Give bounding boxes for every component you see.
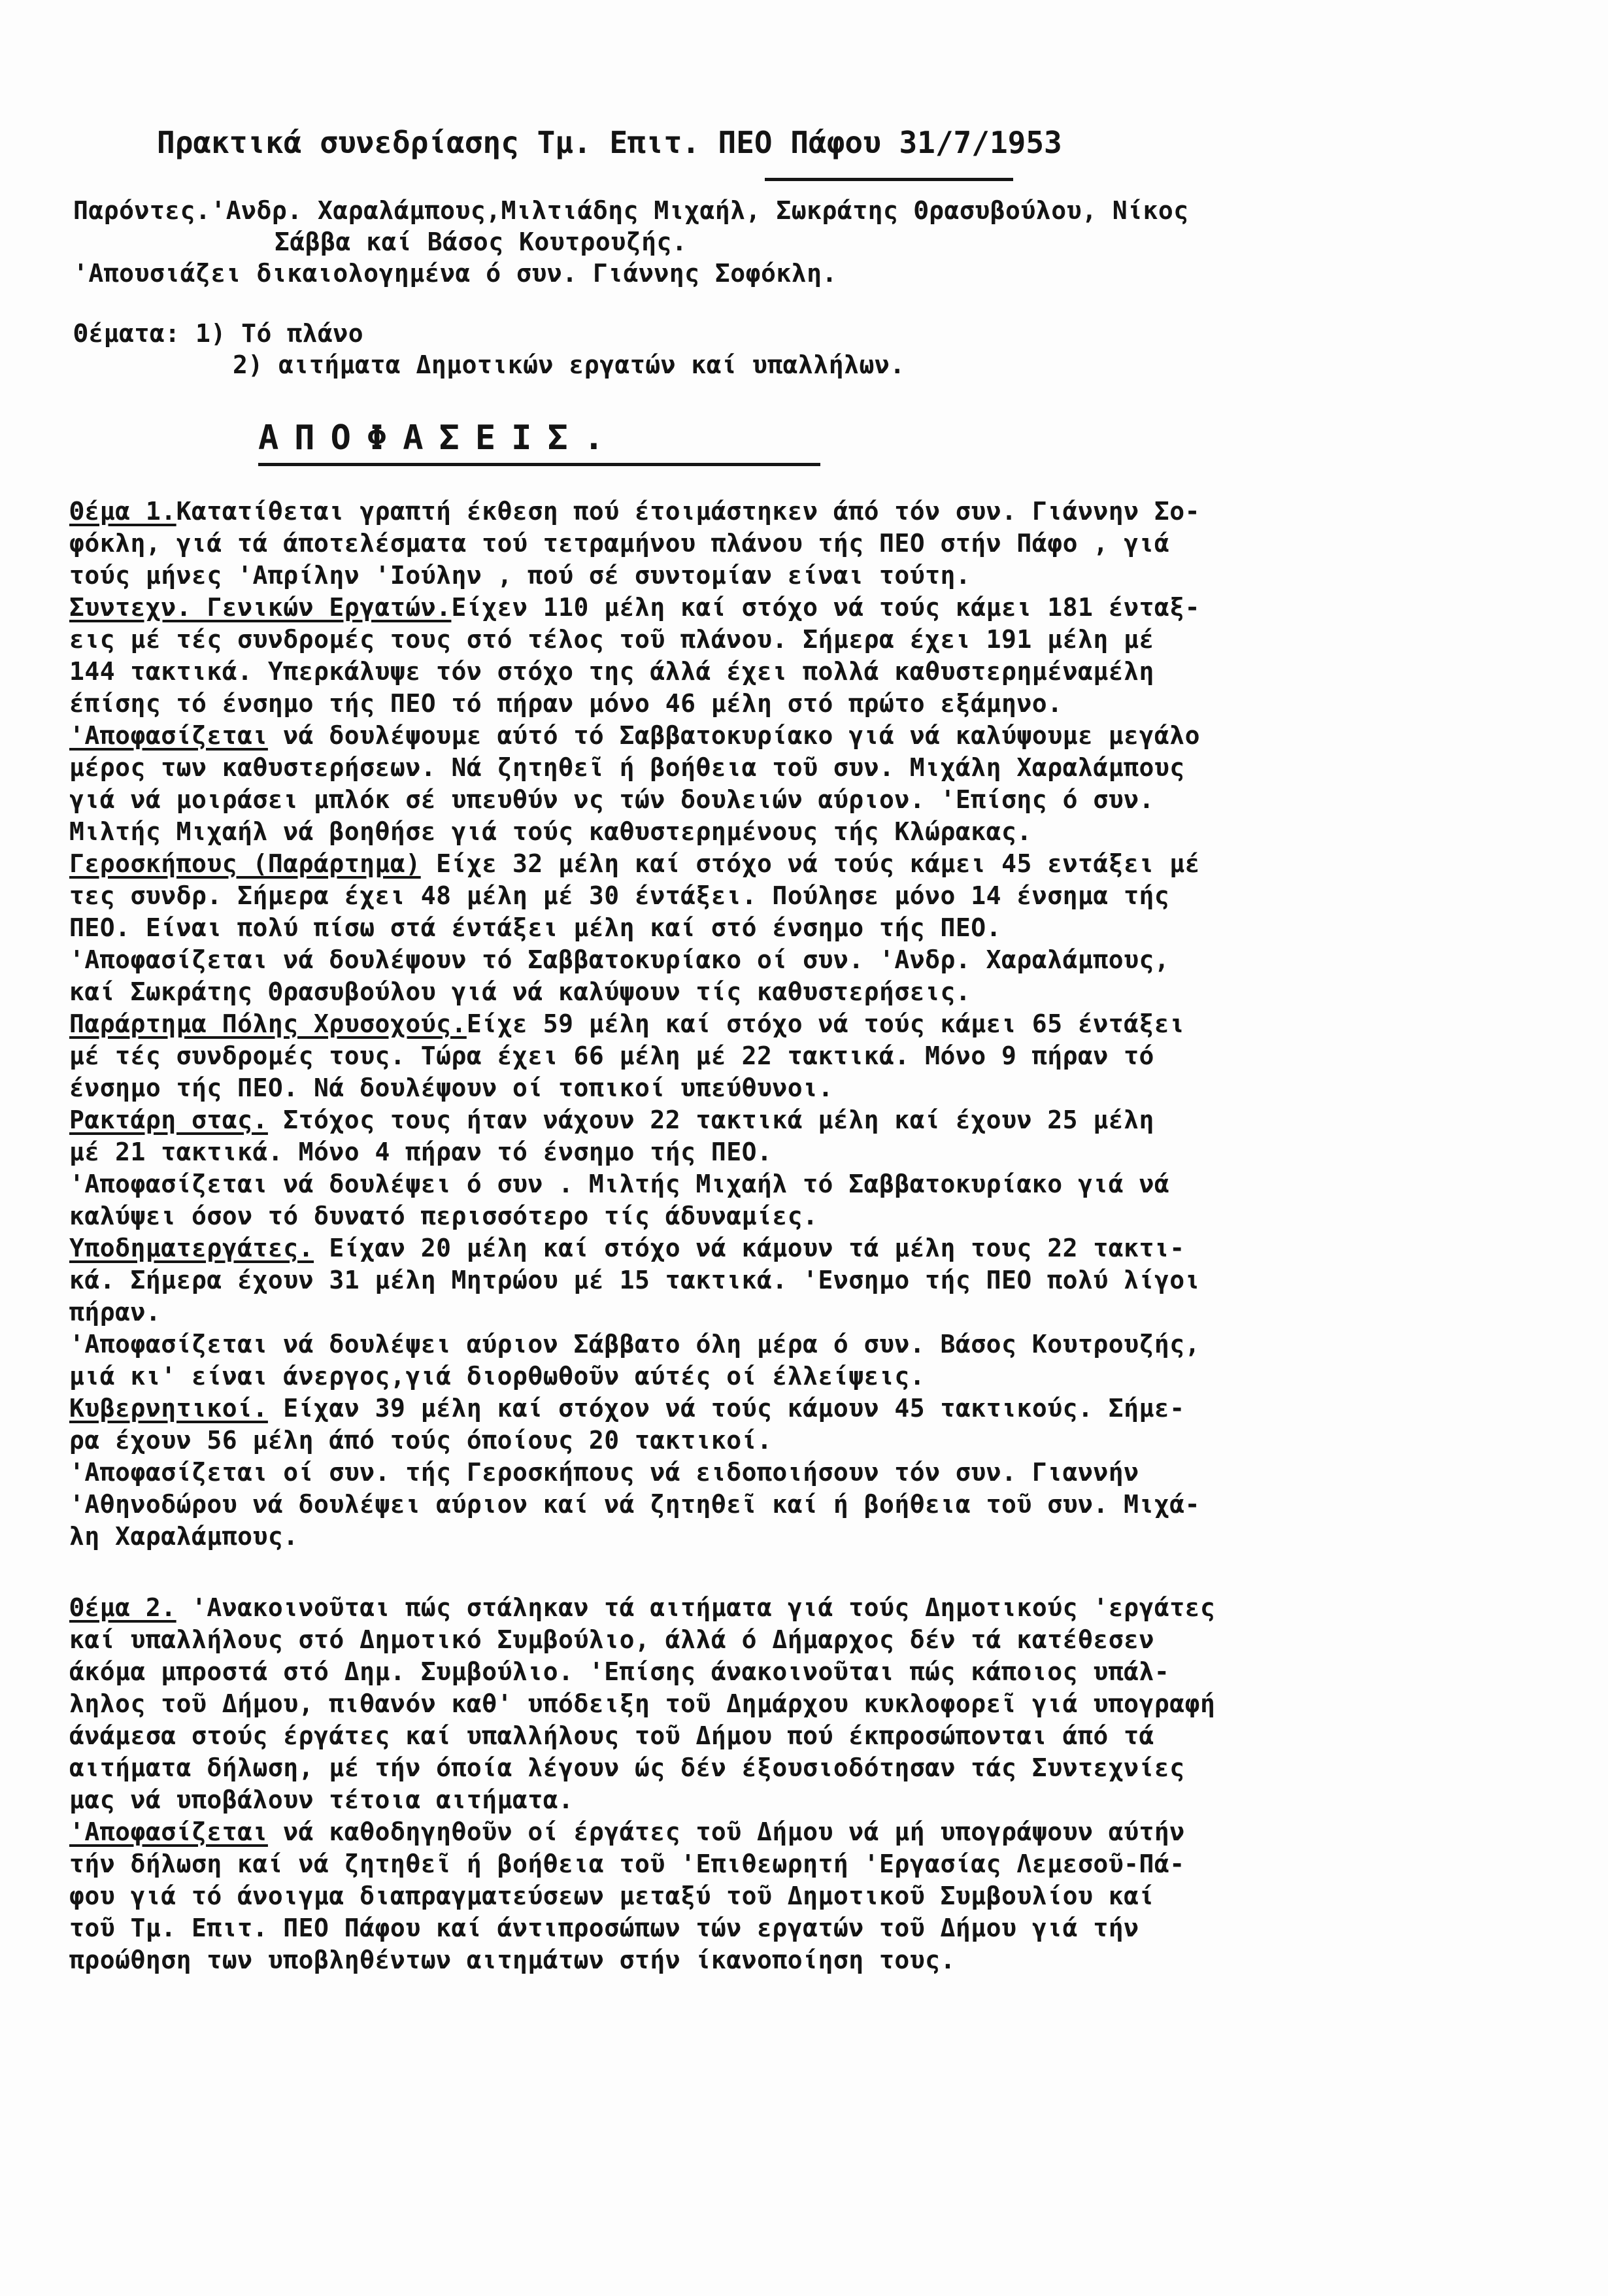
body-line <box>69 1138 772 1166</box>
body-text: μέ τές συνδρομές τους. Τώρα έχει 66 μέλη μέ 22 τακτικά. Μόνο 9 πήραν τό <box>69 1041 1154 1070</box>
section-label: Συντεχν. Γενικών Εργατών. <box>69 593 452 622</box>
body-line <box>69 785 1154 814</box>
section-label: 'Αποφασίζεται <box>69 1817 268 1846</box>
body-text: τες συνδρ. Σήμερα έχει 48 μέλη μέ 30 έντάξει. Πούλησε μόνο 14 ένσημα τής <box>69 881 1170 910</box>
body-text: άνάμεσα στούς έργάτες καί υπαλλήλους τοῦ Δήμου πού έκπροσώπονται άπό τά <box>69 1721 1154 1750</box>
body-line <box>69 689 1063 718</box>
body-text: πήραν. <box>69 1298 161 1326</box>
body-line <box>69 1073 833 1102</box>
body-text: φόκλη, γιά τά άποτελέσματα τού τετραμήνου πλάνου τής ΠΕΟ στήν Πάφο , γιά <box>69 529 1170 558</box>
body-line <box>69 1234 1185 1262</box>
body-line <box>69 1849 1185 1878</box>
body-text: καλύψει όσον τό δυνατό περισσότερο τίς άδυναμίες. <box>69 1202 818 1230</box>
body-text: ρα έχουν 56 μέλη άπό τούς όποίους 20 τακτικοί. <box>69 1426 773 1455</box>
body-line <box>69 1458 1139 1487</box>
body-text: 'Αποφασίζεται νά δουλέψει αύριον Σάββατο όλη μέρα ό συν. Βάσος Κουτρουζής, <box>69 1330 1200 1359</box>
section-label: Θέμα 2. <box>69 1593 176 1622</box>
body-line <box>69 529 1169 558</box>
body-line <box>69 1362 925 1391</box>
body-line <box>69 1202 818 1230</box>
body-line <box>69 593 1200 622</box>
body-text: Μιλτής Μιχαήλ νά βοηθήσε γιά τούς καθυστερημένους τής Κλώρακας. <box>69 817 1032 846</box>
body-line <box>69 817 1032 846</box>
body-text: ΠΕΟ. Είναι πολύ πίσω στά έντάξει μέλη καί στό ένσημο τής ΠΕΟ. <box>69 913 1002 942</box>
section-label: Γεροσκήπους (Παράρτημα) <box>69 849 421 878</box>
body-text: μιά κι' είναι άνεργος,γιά διορθωθοῦν αύτές οί έλλείψεις. <box>69 1362 926 1391</box>
body-text: τήν δήλωση καί νά ζητηθεῖ ή βοήθεια τοῦ 'Επιθεωρητή 'Εργασίας Λεμεσοῦ-Πά- <box>69 1849 1185 1878</box>
body-line <box>69 1625 1154 1654</box>
body-text: Είχε 59 μέλη καί στόχο νά τούς κάμει 65 έντάξει <box>466 1009 1185 1038</box>
body-text: μέ 21 τακτικά. Μόνο 4 πήραν τό ένσημο τής ΠΕΟ. <box>69 1138 773 1166</box>
body-text: μέρος των καθυστερήσεων. Νά ζητηθεῖ ή βοήθεια τοῦ συν. Μιχάλη Χαραλάμπους <box>69 753 1185 782</box>
body-text: νά δουλέψουμε αύτό τό Σαββατοκυρίακο γιά νά καλύψουμε μεγάλο <box>267 721 1200 750</box>
body-line <box>69 1266 1200 1294</box>
body-text: 144 τακτικά. Υπερκάλυψε τόν στόχο της άλλά έχει πολλά καθυστερημέναμέλη <box>69 657 1154 686</box>
body-text: Είχαν 39 μέλη καί στόχον νά τούς κάμουν 45 τακτικούς. Σήμε- <box>267 1394 1185 1423</box>
body-line <box>69 1593 1215 1622</box>
body-line <box>69 881 1169 910</box>
body-text: Κατατίθεται γραπτή έκθεση πού έτοιμάστηκεν άπό τόν συν. Γιάννην Σο- <box>176 497 1200 526</box>
body-line <box>69 1946 956 1974</box>
section-label: Θέμα 1. <box>69 497 176 526</box>
body-text: φου γιά τό άνοιγμα διαπραγματεύσεων μεταξύ τοῦ Δημοτικοῦ Συμβουλίου καί <box>69 1882 1154 1910</box>
body-line <box>69 945 1169 974</box>
section-label: 'Αποφασίζεται <box>69 721 268 750</box>
body-text: 'Αποφασίζεται νά δουλέψουν τό Σαββατοκυρίακο οί συν. 'Ανδρ. Χαραλάμπους, <box>69 945 1170 974</box>
body-text: Είχαν 20 μέλη καί στόχο νά κάμουν τά μέλη τους 22 τακτι- <box>314 1234 1185 1262</box>
body-line <box>69 913 1001 942</box>
body-line <box>69 625 1154 654</box>
body-text: τοῦ Τμ. Επιτ. ΠΕΟ Πάφου καί άντιπροσώπων τών εργατών τοῦ Δήμου γιά τήν <box>69 1914 1139 1942</box>
body-line <box>69 1753 1185 1782</box>
body-line <box>69 1298 161 1326</box>
body-line <box>69 1689 1215 1718</box>
section-label: Ρακτάρη στας. <box>69 1106 268 1134</box>
body-line <box>69 849 1200 878</box>
body-text: γιά νά μοιράσει μπλόκ σέ υπευθύν νς τών δουλειών αύριον. 'Επίσης ό συν. <box>69 785 1154 814</box>
body-text: νά καθοδηγηθοῦν οί έργάτες τοῦ Δήμου νά μή υπογράψουν αύτήν <box>267 1817 1185 1846</box>
heading-underline <box>258 463 820 466</box>
agenda-line-2: 2) αιτήματα Δημοτικών εργατών καί υπαλλήλων. <box>233 350 905 379</box>
body-line <box>69 657 1154 686</box>
body-text: αιτήματα δήλωση, μέ τήν όποία λέγουν ώς δέν έξουσιοδότησαν τάς Συντεχνίες <box>69 1753 1185 1782</box>
body-text: καί υπαλλήλους στό Δημοτικό Συμβούλιο, άλλά ό Δήμαρχος δέν τά κατέθεσεν <box>69 1625 1154 1654</box>
title-underline <box>765 178 1013 181</box>
body-line <box>69 1817 1185 1846</box>
body-line <box>69 1490 1200 1519</box>
body-text: προώθηση των υποβληθέντων αιτημάτων στήν ίκανοποίηση τους. <box>69 1946 956 1974</box>
section-label: Παράρτημα Πόλης Χρυσοχούς. <box>69 1009 467 1038</box>
body-text: κά. Σήμερα έχουν 31 μέλη Μητρώου μέ 15 τακτικά. 'Ενσημο τής ΠΕΟ πολύ λίγοι <box>69 1266 1200 1294</box>
body-text: καί Σωκράτης Θρασυβούλου γιά νά καλύψουν τίς καθυστερήσεις. <box>69 977 971 1006</box>
body-text: 'Αθηνοδώρου νά δουλέψει αύριον καί νά ζητηθεῖ καί ή βοήθεια τοῦ συν. Μιχά- <box>69 1490 1200 1519</box>
body-line <box>69 1041 1154 1070</box>
body-line <box>69 1721 1154 1750</box>
body-text: 'Αποφασίζεται οί συν. τής Γεροσκήπους νά ειδοποιήσουν τόν συν. Γιαννήν <box>69 1458 1139 1487</box>
body-line <box>69 1785 573 1814</box>
present-line-1: Παρόντες.'Ανδρ. Χαραλάμπους,Μιλτιάδης Μιχαήλ, Σωκράτης Θρασυβούλου, Νίκος <box>73 196 1189 225</box>
body-text: 'Ανακοινοῦται πώς στάληκαν τά αιτήματα γιά τούς Δημοτικούς 'εργάτες <box>176 1593 1216 1622</box>
body-text: Είχε 32 μέλη καί στόχο νά τούς κάμει 45 εντάξει μέ <box>420 849 1200 878</box>
decisions-heading: ΑΠΟΦΑΣΕΙΣ. <box>258 418 620 458</box>
body-line <box>69 721 1200 750</box>
body-line <box>69 753 1185 782</box>
body-line <box>69 1882 1154 1910</box>
body-line <box>69 1914 1139 1942</box>
body-text: τούς μήνες 'Απρίλην 'Ιούλην , πού σέ συντομίαν είναι τούτη. <box>69 561 971 590</box>
body-text: Είχεν 110 μέλη καί στόχο νά τούς κάμει 181 ένταξ- <box>451 593 1200 622</box>
body-line <box>69 1330 1200 1359</box>
section-label: Υποδηματεργάτες. <box>69 1234 314 1262</box>
present-line-2: Σάββα καί Βάσος Κουτρουζής. <box>275 228 688 256</box>
body-line <box>69 977 971 1006</box>
body-line <box>69 1657 1169 1686</box>
body-text: ένσημο τής ΠΕΟ. Νά δουλέψουν οί τοπικοί υπεύθυνοι. <box>69 1073 833 1102</box>
body-text: Στόχος τους ήταν νάχουν 22 τακτικά μέλη καί έχουν 25 μέλη <box>267 1106 1154 1134</box>
body-line <box>69 1522 299 1551</box>
body-line <box>69 1170 1169 1198</box>
body-line <box>69 561 971 590</box>
body-text: εις μέ τές συνδρομές τους στό τέλος τοῦ πλάνου. Σήμερα έχει 191 μέλη μέ <box>69 625 1154 654</box>
body-text: μας νά υποβάλουν τέτοια αιτήματα. <box>69 1785 574 1814</box>
body-line <box>69 1009 1185 1038</box>
body-text: ληλος τοῦ Δήμου, πιθανόν καθ' υπόδειξη τοῦ Δημάρχου κυκλοφορεῖ γιά υπογραφή <box>69 1689 1216 1718</box>
document-title: Πρακτικά συνεδρίασης Τμ. Επιτ. ΠΕΟ Πάφου 31/7/1953 <box>157 125 1062 160</box>
body-text: έπίσης τό ένσημο τής ΠΕΟ τό πήραν μόνο 46 μέλη στό πρώτο εξάμηνο. <box>69 689 1063 718</box>
present-line-3: 'Απουσιάζει δικαιολογημένα ό συν. Γιάννης Σοφόκλη. <box>73 259 837 288</box>
section-label: Κυβερνητικοί. <box>69 1394 268 1423</box>
body-line <box>69 1426 772 1455</box>
body-text: άκόμα μπροστά στό Δημ. Συμβούλιο. 'Επίσης άνακοινοῦται πώς κάποιος υπάλ- <box>69 1657 1170 1686</box>
body-text: 'Αποφασίζεται νά δουλέψει ό συν . Μιλτής Μιχαήλ τό Σαββατοκυρίακο γιά νά <box>69 1170 1170 1198</box>
body-text: λη Χαραλάμπους. <box>69 1522 299 1551</box>
body-line <box>69 1106 1154 1134</box>
body-line <box>69 1394 1185 1423</box>
agenda-line-1: Θέματα: 1) Τό πλάνο <box>73 319 364 348</box>
body-line <box>69 497 1200 526</box>
